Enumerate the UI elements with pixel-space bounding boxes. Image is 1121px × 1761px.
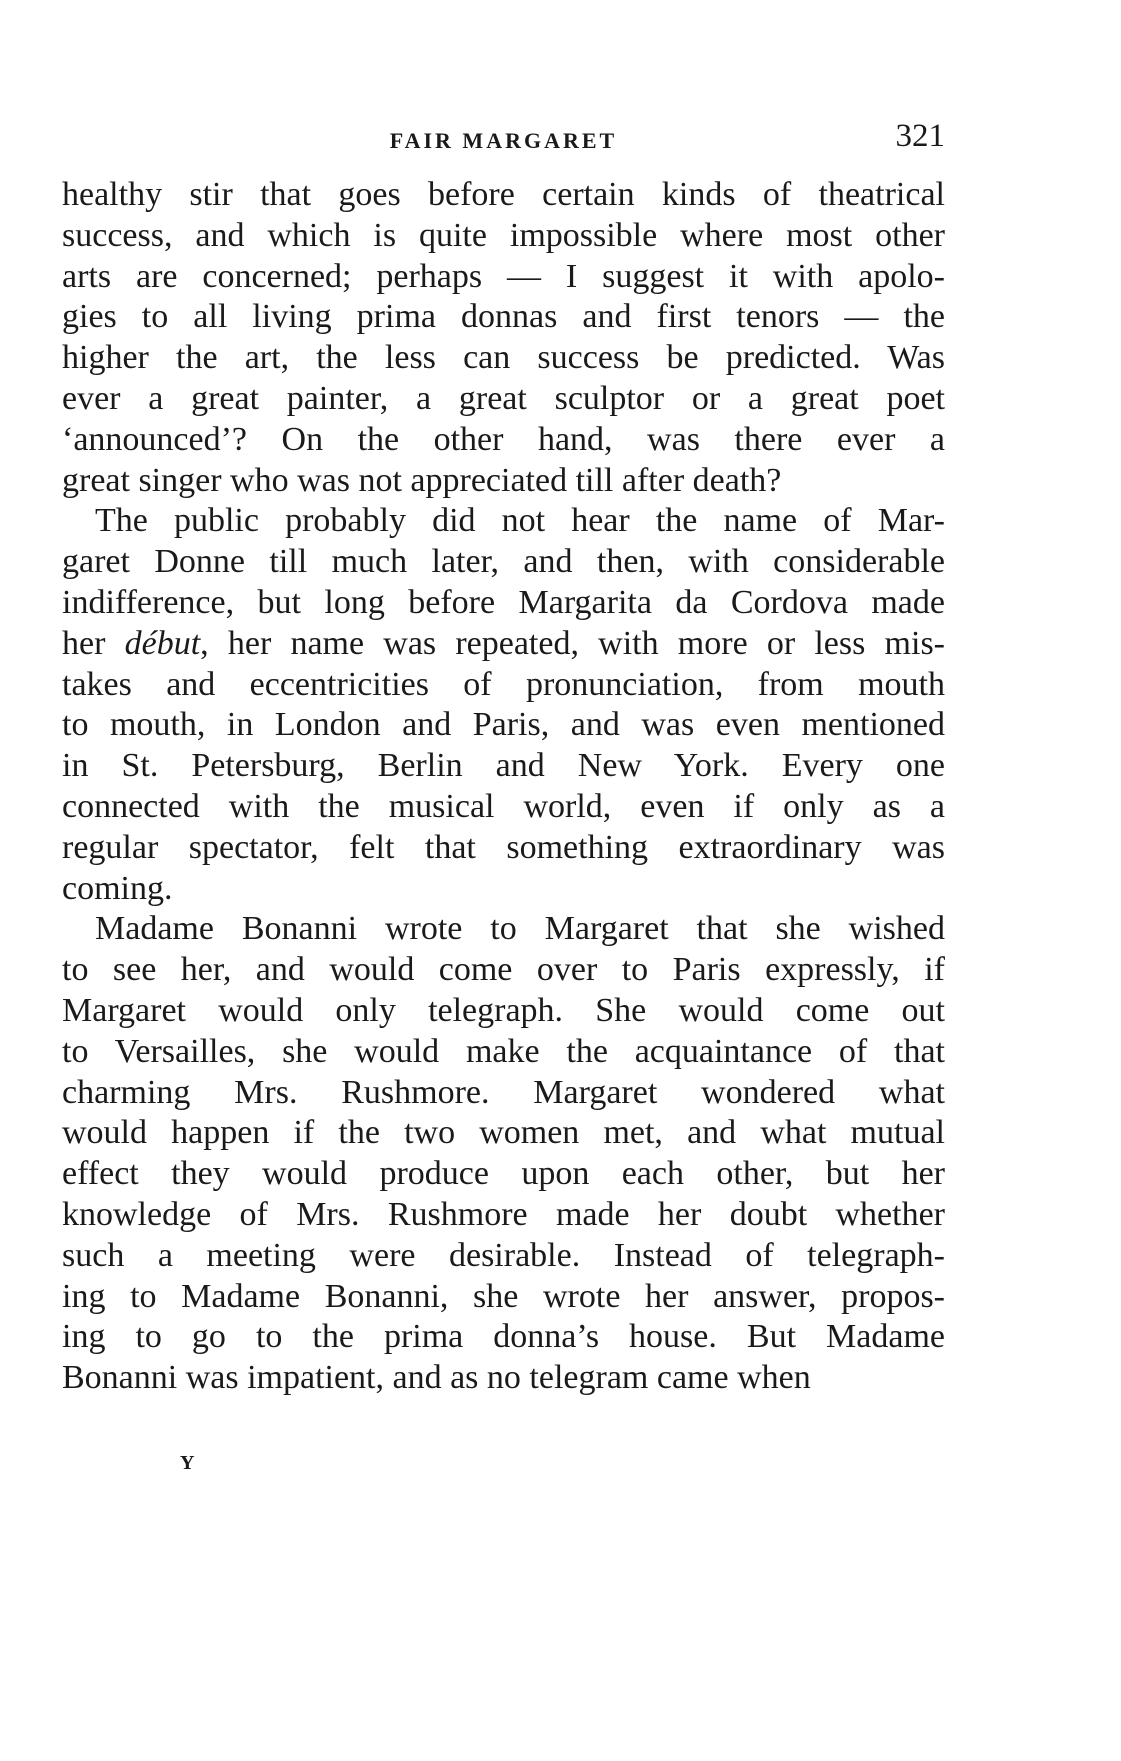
text-line: success, and which is quite impossible where most other [62, 216, 945, 254]
text-line: to Versailles, she would make the acquaintance of that [62, 1032, 945, 1070]
text-line: garet Donne till much later, and then, with considerable [62, 543, 945, 581]
signature-mark: Y [180, 1452, 195, 1474]
text-line: ‘announced’? On the other hand, was there ever a [62, 420, 945, 458]
text-line: takes and eccentricities of pronunciation, from mouth [62, 665, 945, 703]
text-line: knowledge of Mrs. Rushmore made her doubt whether [62, 1195, 945, 1233]
text-line: charming Mrs. Rushmore. Margaret wondered what [62, 1073, 945, 1111]
text-line: higher the art, the less can success be predicted. Was [62, 339, 945, 377]
running-head [62, 118, 945, 162]
text-line: effect they would produce upon each other, but her [62, 1155, 945, 1193]
text-line: ing to Madame Bonanni, she wrote her answer, propos- [62, 1277, 945, 1315]
text-line: would happen if the two women met, and what mutual [62, 1114, 945, 1152]
paragraph [62, 909, 945, 1399]
paragraph [62, 175, 945, 501]
text-line: regular spectator, felt that something extraordinary was [62, 828, 945, 866]
page-number: 321 [895, 118, 945, 154]
text-line: healthy stir that goes before certain kinds of theatrical [62, 176, 945, 213]
text-line: The public probably did not hear the name of Mar- [95, 502, 945, 540]
text-line: arts are concerned; perhaps — I suggest it with apolo- [62, 257, 945, 295]
text-line: connected with the musical world, even if only as a [62, 787, 945, 825]
text-line: indifference, but long before Margarita da Cordova made [62, 583, 945, 621]
text-line: gies to all living prima donnas and first tenors — the [62, 298, 945, 336]
text-line: great singer who was not appreciated till after death? [62, 461, 782, 499]
text-line: in St. Petersburg, Berlin and New York. Every one [62, 747, 945, 785]
text-line: such a meeting were desirable. Instead of telegraph- [62, 1236, 945, 1274]
text-line: ever a great painter, a great sculptor or a great poet [62, 379, 945, 417]
text-line: ing to go to the prima donna’s house. But Madame [62, 1318, 945, 1356]
text-line: Bonanni was impatient, and as no telegram came when [62, 1359, 811, 1397]
text-line: to mouth, in London and Paris, and was even mentioned [62, 706, 945, 744]
paragraph [62, 501, 945, 909]
running-title: FAIR MARGARET [389, 128, 618, 153]
text-line: Madame Bonanni wrote to Margaret that she wished [95, 910, 945, 948]
text-line: Margaret would only telegraph. She would come out [62, 991, 945, 1029]
text-line: coming. [62, 869, 173, 907]
body-text [62, 175, 945, 1399]
text-line: to see her, and would come over to Paris expressly, if [62, 951, 945, 989]
text-line: her début, her name was repeated, with more or less mis- [62, 624, 945, 662]
